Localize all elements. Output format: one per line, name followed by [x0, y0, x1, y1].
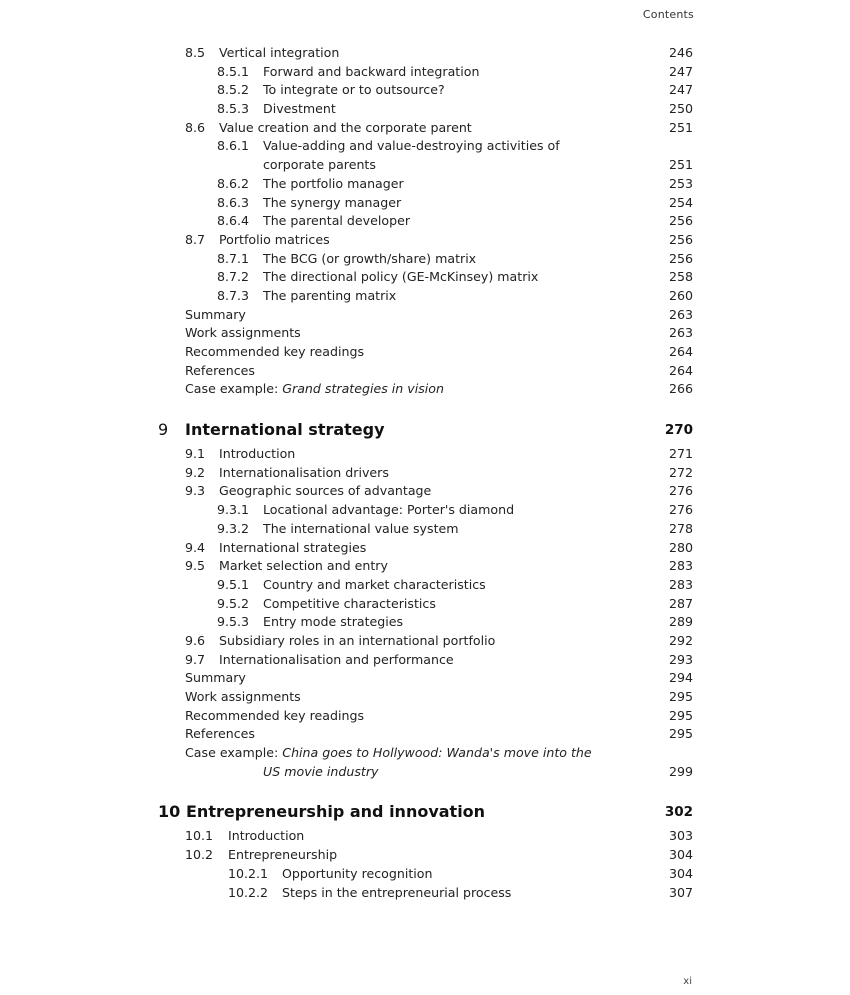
entry-title-text: Introduction — [219, 446, 296, 462]
entry-number: 8.7.3 — [217, 287, 250, 303]
entry-title — [185, 707, 364, 726]
entry-number: 9.6 — [185, 632, 206, 648]
entry-title — [185, 324, 301, 343]
chapter-number: 10 — [158, 802, 181, 822]
entry-title — [282, 865, 432, 884]
entry-title-text: The international value system — [263, 520, 459, 536]
entry-title-text: International strategies — [219, 539, 367, 555]
entry-number: 10.2.1 — [228, 865, 269, 881]
toc-section-chapter-8-continued — [0, 44, 850, 399]
entry-page: 303 — [668, 828, 693, 844]
entry-title-text: Subsidiary roles in an international portfolio — [219, 632, 496, 648]
chapter-page: 302 — [664, 804, 693, 821]
entry-title-text: The parenting matrix — [263, 287, 397, 303]
entry-page: 294 — [668, 670, 693, 686]
toc-entry[interactable] — [0, 482, 850, 501]
entry-title — [219, 482, 431, 501]
entry-number: 10.2.2 — [228, 884, 269, 900]
toc-entry[interactable] — [0, 362, 850, 381]
toc-entry[interactable] — [0, 119, 850, 138]
entry-title — [219, 632, 495, 651]
toc-entry[interactable] — [0, 744, 850, 763]
entry-title — [219, 464, 389, 483]
toc-entry[interactable] — [0, 44, 850, 63]
entry-number: 10.1 — [185, 828, 214, 844]
entry-title — [263, 520, 459, 539]
entry-title-text: Introduction — [228, 828, 305, 844]
entry-page: 307 — [668, 884, 693, 900]
entry-title — [228, 846, 337, 865]
toc-entry[interactable] — [0, 884, 850, 903]
toc-entry[interactable] — [0, 827, 850, 846]
entry-title-text: The BCG (or growth/share) matrix — [263, 250, 477, 266]
entry-title — [219, 651, 454, 670]
entry-title — [263, 194, 401, 213]
entry-page: 256 — [668, 231, 693, 247]
entry-title-text: Recommended key readings — [185, 707, 365, 723]
toc-entry[interactable] — [0, 846, 850, 865]
toc-entry[interactable] — [0, 763, 850, 782]
entry-title-text: Locational advantage: Porter's diamond — [263, 502, 515, 518]
entry-title-text: Value-adding and value-destroying activities of — [263, 138, 560, 154]
toc-entry[interactable] — [0, 865, 850, 884]
toc-entry[interactable] — [0, 63, 850, 82]
entry-page: 251 — [668, 119, 693, 135]
toc-entry[interactable] — [0, 539, 850, 558]
entry-page: 295 — [668, 689, 693, 704]
entry-title-text: Case example: — [185, 381, 283, 397]
entry-number: 10.2 — [185, 847, 214, 863]
entry-title — [263, 81, 445, 100]
entry-title — [219, 445, 295, 464]
toc-entry[interactable] — [0, 651, 850, 670]
entry-number: 8.6 — [185, 119, 206, 135]
toc-entry[interactable] — [0, 632, 850, 651]
toc-entry[interactable] — [0, 81, 850, 100]
entry-title-text: corporate parents — [263, 157, 376, 173]
toc-entry[interactable] — [0, 156, 850, 175]
chapter-heading-9[interactable] — [0, 417, 850, 443]
entry-title-italic: Grand strategies in vision — [282, 381, 444, 397]
toc-entry[interactable] — [0, 464, 850, 483]
entry-number: 8.5 — [185, 45, 206, 60]
entry-title-text: Case example: — [185, 745, 283, 761]
entry-title — [263, 63, 479, 82]
toc-entry[interactable] — [0, 613, 850, 632]
entry-number: 8.7.1 — [217, 250, 250, 266]
entry-title — [263, 501, 514, 520]
entry-number: 9.3.2 — [217, 520, 250, 536]
entry-title-text: Value creation and the corporate parent — [219, 119, 472, 135]
entry-title-text: References — [185, 362, 255, 378]
entry-title — [219, 557, 388, 576]
entry-page: 263 — [668, 325, 693, 341]
entry-page: 263 — [668, 306, 693, 322]
entry-title-text: Forward and backward integration — [263, 63, 480, 79]
entry-page: 272 — [668, 464, 693, 480]
entry-title-text: Opportunity recognition — [282, 865, 433, 881]
entry-title — [263, 576, 486, 595]
entry-title — [263, 175, 404, 194]
entry-title-text: Geographic sources of advantage — [219, 483, 432, 499]
entry-title-text: Competitive characteristics — [263, 595, 436, 611]
entry-page: 256 — [668, 250, 693, 266]
toc-entry[interactable] — [0, 501, 850, 520]
toc-entry[interactable] — [0, 268, 850, 287]
entry-title — [185, 669, 246, 688]
entry-title — [263, 763, 378, 782]
toc-section-chapter-10 — [0, 827, 850, 902]
entry-title-text: Work assignments — [185, 689, 301, 704]
entry-title-text: Internationalisation drivers — [219, 464, 389, 480]
entry-title — [219, 231, 330, 250]
entry-title — [185, 306, 246, 325]
toc-entry[interactable] — [0, 707, 850, 726]
entry-page: 256 — [668, 213, 693, 229]
entry-page: 283 — [668, 576, 693, 592]
toc-entry[interactable] — [0, 194, 850, 213]
entry-title — [263, 613, 403, 632]
entry-page: 271 — [668, 446, 693, 462]
entry-title-text: References — [185, 726, 255, 742]
entry-number: 8.6.3 — [217, 194, 250, 210]
entry-page: 292 — [668, 632, 693, 648]
running-head: Contents — [642, 8, 694, 21]
toc-section-chapter-9 — [0, 445, 850, 781]
entry-page: 304 — [668, 847, 693, 863]
toc-entry[interactable] — [0, 520, 850, 539]
entry-title — [263, 595, 436, 614]
entry-page: 247 — [668, 82, 693, 98]
entry-title-text: Country and market characteristics — [263, 576, 486, 592]
entry-page: 258 — [668, 269, 693, 285]
toc-entry[interactable] — [0, 688, 850, 707]
entry-title — [263, 250, 476, 269]
entry-page: 276 — [668, 502, 693, 518]
entry-title — [263, 156, 376, 175]
page-folio: xi — [683, 976, 692, 987]
toc-entry[interactable] — [0, 212, 850, 231]
entry-number: 9.3.1 — [217, 502, 250, 518]
entry-title — [185, 744, 592, 763]
entry-number: 8.6.1 — [217, 138, 250, 154]
entry-title — [219, 44, 339, 63]
entry-title-text: Recommended key readings — [185, 344, 365, 359]
toc-entry[interactable] — [0, 669, 850, 688]
entry-title — [228, 827, 304, 846]
entry-page: 264 — [668, 362, 693, 378]
entry-number: 8.6.4 — [217, 213, 250, 229]
toc-entry[interactable] — [0, 576, 850, 595]
entry-number: 9.1 — [185, 446, 206, 462]
entry-number: 8.6.2 — [217, 175, 250, 191]
toc-entry[interactable] — [0, 557, 850, 576]
entry-title-text: Divestment — [263, 101, 336, 117]
entry-title — [185, 362, 255, 381]
toc-entry[interactable] — [0, 175, 850, 194]
entry-page: 287 — [668, 595, 693, 611]
entry-page: 266 — [668, 381, 693, 397]
chapter-page: 270 — [664, 422, 693, 439]
entry-title-text: Steps in the entrepreneurial process — [282, 884, 512, 900]
entry-title — [185, 343, 364, 362]
entry-title — [282, 884, 511, 903]
entry-page: 254 — [668, 194, 693, 210]
toc-entry[interactable] — [0, 380, 850, 399]
entry-number: 8.5.3 — [217, 101, 250, 117]
entry-number: 9.4 — [185, 539, 206, 555]
entry-page: 293 — [668, 651, 693, 667]
toc-entry[interactable] — [0, 250, 850, 269]
entry-number: 9.5 — [185, 558, 206, 574]
entry-number: 9.7 — [185, 651, 206, 667]
entry-number: 9.2 — [185, 464, 206, 480]
entry-page: 283 — [668, 558, 693, 574]
entry-title-text: The directional policy (GE-McKinsey) matrix — [263, 269, 539, 285]
table-of-contents — [0, 44, 850, 902]
entry-number: 9.3 — [185, 483, 206, 499]
entry-title-text: Vertical integration — [219, 45, 340, 60]
entry-number: 9.5.3 — [217, 614, 250, 630]
entry-title — [185, 688, 301, 707]
entry-title-text: The synergy manager — [263, 194, 402, 210]
entry-page: 295 — [668, 726, 693, 742]
entry-page: 260 — [668, 287, 693, 303]
entry-title-italic: China goes to Hollywood: Wanda's move into the — [282, 745, 592, 761]
toc-entry[interactable] — [0, 231, 850, 250]
entry-title — [263, 100, 336, 119]
entry-page: 253 — [668, 175, 693, 191]
entry-title — [219, 119, 472, 138]
chapter-heading-10[interactable] — [0, 799, 850, 825]
chapter-title: Entrepreneurship and innovation — [186, 802, 486, 822]
entry-page: 276 — [668, 483, 693, 499]
chapter-number: 9 — [158, 420, 169, 440]
entry-title-text: The parental developer — [263, 213, 410, 229]
entry-title — [263, 137, 560, 156]
entry-page: 264 — [668, 344, 693, 359]
toc-entry[interactable] — [0, 287, 850, 306]
entry-number: 8.5.2 — [217, 82, 250, 98]
toc-entry[interactable] — [0, 343, 850, 362]
entry-title — [263, 212, 410, 231]
entry-title-text: Entrepreneurship — [228, 847, 338, 863]
entry-page: 280 — [668, 539, 693, 555]
toc-entry[interactable] — [0, 306, 850, 325]
entry-title-text: The portfolio manager — [263, 175, 404, 191]
toc-entry[interactable] — [0, 324, 850, 343]
toc-entry[interactable] — [0, 595, 850, 614]
entry-title-text: Work assignments — [185, 325, 301, 341]
entry-title-text: Market selection and entry — [219, 558, 388, 574]
entry-page: 250 — [668, 101, 693, 117]
entry-page: 247 — [668, 63, 693, 79]
entry-title — [185, 725, 255, 744]
toc-entry[interactable] — [0, 725, 850, 744]
entry-title-text: Summary — [185, 670, 246, 686]
toc-entry[interactable] — [0, 137, 850, 156]
entry-title-text: Summary — [185, 306, 246, 322]
entry-number: 8.7 — [185, 231, 206, 247]
entry-page: 246 — [668, 45, 693, 60]
entry-number: 8.5.1 — [217, 63, 250, 79]
entry-page: 278 — [668, 520, 693, 536]
entry-number: 9.5.1 — [217, 576, 250, 592]
entry-page: 251 — [668, 157, 693, 173]
toc-entry[interactable] — [0, 445, 850, 464]
entry-title-italic: US movie industry — [263, 763, 379, 779]
entry-title-text: Internationalisation and performance — [219, 651, 454, 667]
entry-number: 9.5.2 — [217, 595, 250, 611]
entry-title — [185, 380, 444, 399]
chapter-title: International strategy — [185, 420, 385, 440]
toc-entry[interactable] — [0, 100, 850, 119]
entry-title-text: Portfolio matrices — [219, 231, 330, 247]
entry-page: 304 — [668, 865, 693, 881]
entry-page: 299 — [668, 763, 693, 779]
entry-title-text: Entry mode strategies — [263, 614, 404, 630]
entry-number: 8.7.2 — [217, 269, 250, 285]
entry-page: 289 — [668, 614, 693, 630]
entry-title-text: To integrate or to outsource? — [263, 82, 445, 98]
entry-title — [263, 268, 538, 287]
entry-page: 295 — [668, 707, 693, 723]
entry-title — [219, 539, 366, 558]
entry-title — [263, 287, 396, 306]
